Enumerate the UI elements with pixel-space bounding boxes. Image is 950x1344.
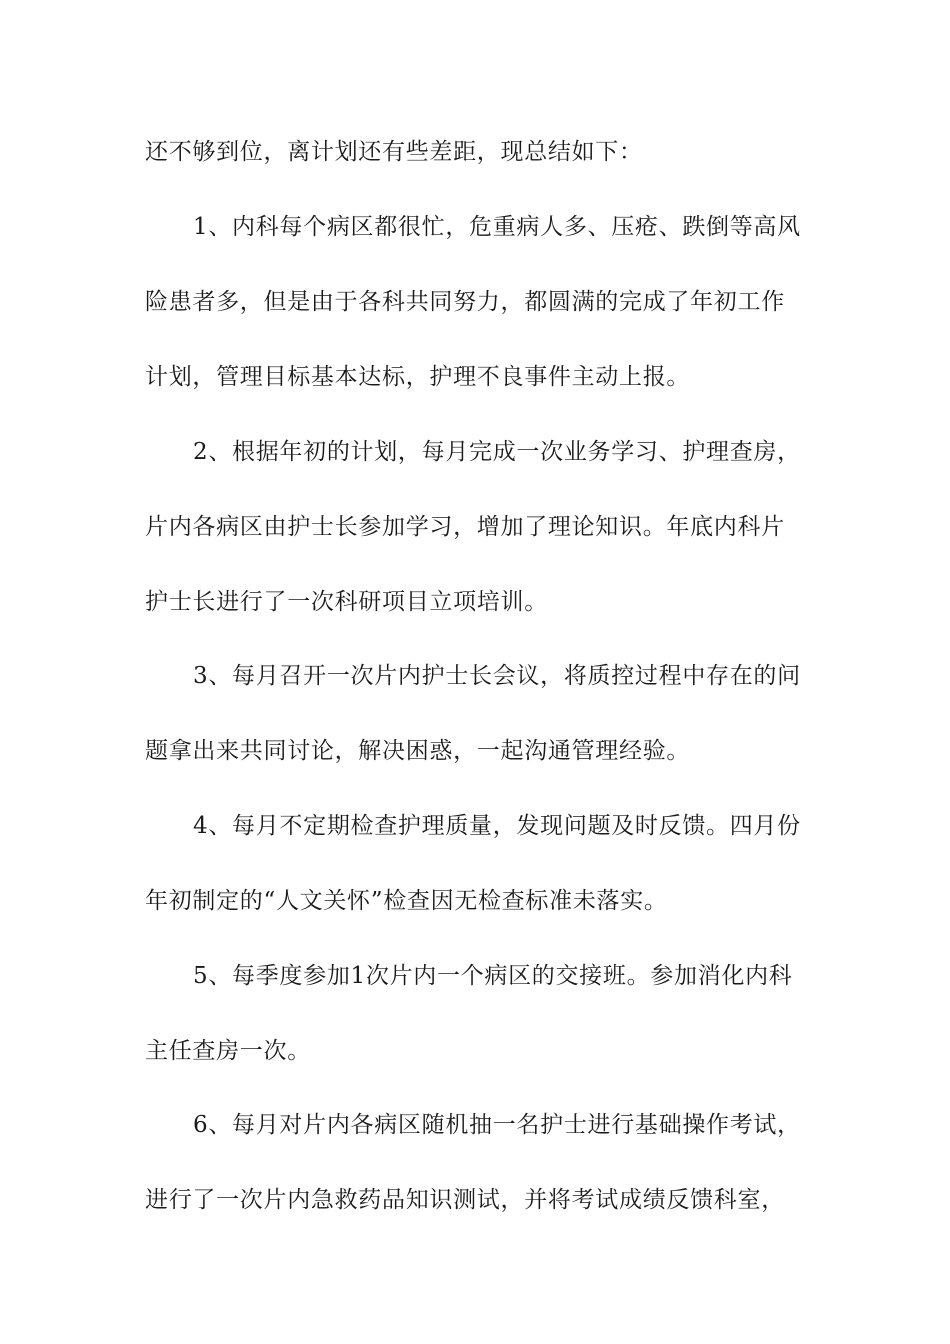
item-4-line-2: 年初制定的“人文关怀”检查因无检查标准未落实。 — [145, 888, 668, 914]
item-6-line-1: 6、每月对片内各病区随机抽一名护士进行基础操作考试， — [193, 1112, 801, 1138]
item-5-line-2: 主任查房一次。 — [145, 1038, 311, 1064]
item-6-line-2: 进行了一次片内急救药品知识测试，并将考试成绩反馈科室， — [145, 1187, 785, 1213]
item-2-line-2: 片内各病区由护士长参加学习，增加了理论知识。年底内科片 — [145, 514, 785, 540]
item-1-line-2: 险患者多，但是由于各科共同努力，都圆满的完成了年初工作 — [145, 289, 785, 315]
item-3-line-1: 3、每月召开一次片内护士长会议，将质控过程中存在的问 — [193, 663, 801, 689]
item-1-line-3: 计划，管理目标基本达标，护理不良事件主动上报。 — [145, 364, 691, 390]
text-line-1: 还不够到位，离计划还有些差距，现总结如下： — [145, 139, 643, 165]
item-5-line-1: 5、每季度参加1次片内一个病区的交接班。参加消化内科 — [193, 963, 793, 989]
item-4-line-1: 4、每月不定期检查护理质量，发现问题及时反馈。四月份 — [193, 813, 801, 839]
item-1-line-1: 1、内科每个病区都很忙，危重病人多、压疮、跌倒等高风 — [193, 214, 801, 240]
item-2-line-1: 2、根据年初的计划，每月完成一次业务学习、护理查房， — [193, 439, 801, 465]
item-2-line-3: 护士长进行了一次科研项目立项培训。 — [145, 589, 548, 615]
item-3-line-2: 题拿出来共同讨论，解决困惑，一起沟通管理经验。 — [145, 738, 691, 764]
